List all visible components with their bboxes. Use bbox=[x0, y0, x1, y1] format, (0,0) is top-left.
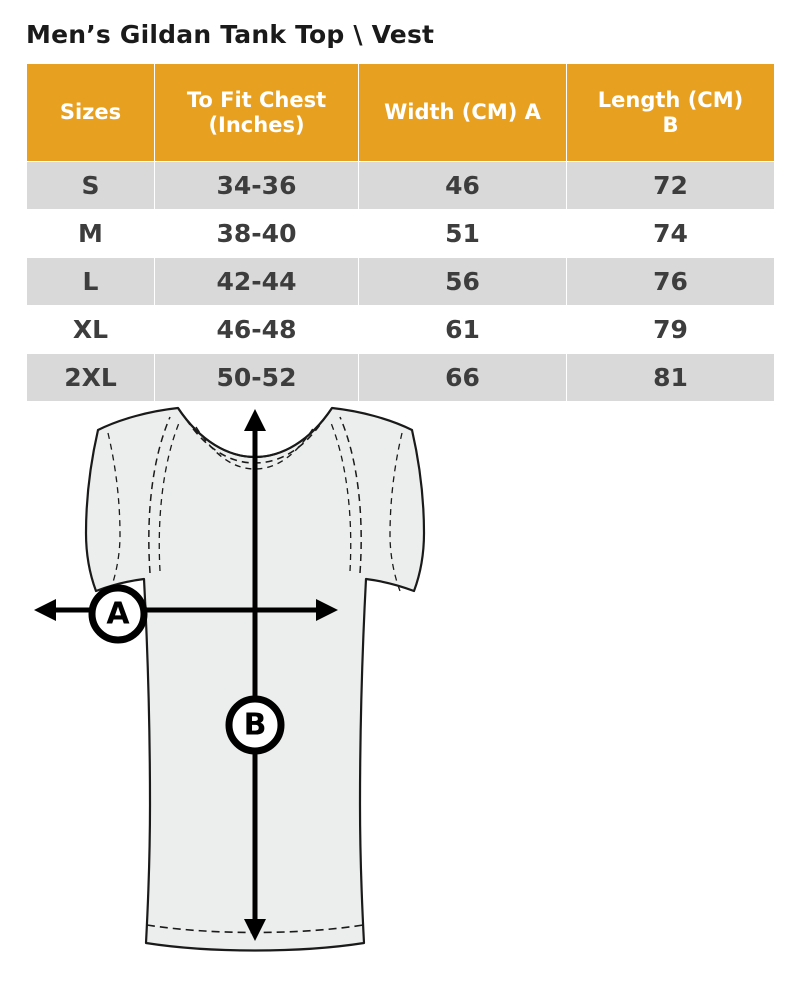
cell-chest: 50-52 bbox=[155, 354, 359, 402]
cell-length: 76 bbox=[567, 258, 775, 306]
marker-b-label: B bbox=[243, 707, 267, 743]
column-header-length-line1: Length (CM) bbox=[597, 87, 744, 112]
cell-chest: 46-48 bbox=[155, 306, 359, 354]
cell-size: S bbox=[27, 162, 155, 210]
cell-length: 81 bbox=[567, 354, 775, 402]
cell-width: 46 bbox=[359, 162, 567, 210]
table-row bbox=[27, 210, 775, 258]
marker-a bbox=[92, 588, 144, 640]
column-header-sizes bbox=[27, 64, 155, 162]
cell-chest: 34-36 bbox=[155, 162, 359, 210]
size-chart-table bbox=[26, 63, 775, 402]
column-header-length-line2: B bbox=[662, 112, 679, 137]
column-header-sizes-label: Sizes bbox=[59, 100, 122, 125]
page-title: Men’s Gildan Tank Top \ Vest bbox=[26, 20, 435, 49]
table-body bbox=[27, 162, 775, 402]
column-header-width bbox=[359, 64, 567, 162]
cell-length: 79 bbox=[567, 306, 775, 354]
cell-width: 61 bbox=[359, 306, 567, 354]
cell-width: 66 bbox=[359, 354, 567, 402]
column-header-chest-line1: To Fit Chest bbox=[186, 87, 327, 112]
cell-length: 72 bbox=[567, 162, 775, 210]
table-row bbox=[27, 354, 775, 402]
cell-size: L bbox=[27, 258, 155, 306]
table-header-row bbox=[27, 64, 775, 162]
table-row bbox=[27, 258, 775, 306]
cell-size: M bbox=[27, 210, 155, 258]
table-row bbox=[27, 306, 775, 354]
marker-b bbox=[229, 699, 281, 751]
table-row bbox=[27, 162, 775, 210]
garment-diagram bbox=[0, 405, 800, 985]
cell-width: 56 bbox=[359, 258, 567, 306]
column-header-length bbox=[567, 64, 775, 162]
cell-size: 2XL bbox=[27, 354, 155, 402]
table-header bbox=[27, 64, 775, 162]
column-header-chest-line2: (Inches) bbox=[208, 112, 305, 137]
column-header-width-label: Width (CM) A bbox=[384, 100, 541, 125]
cell-chest: 38-40 bbox=[155, 210, 359, 258]
marker-a-label: A bbox=[106, 596, 130, 632]
cell-length: 74 bbox=[567, 210, 775, 258]
cell-size: XL bbox=[27, 306, 155, 354]
column-header-chest bbox=[155, 64, 359, 162]
cell-chest: 42-44 bbox=[155, 258, 359, 306]
cell-width: 51 bbox=[359, 210, 567, 258]
